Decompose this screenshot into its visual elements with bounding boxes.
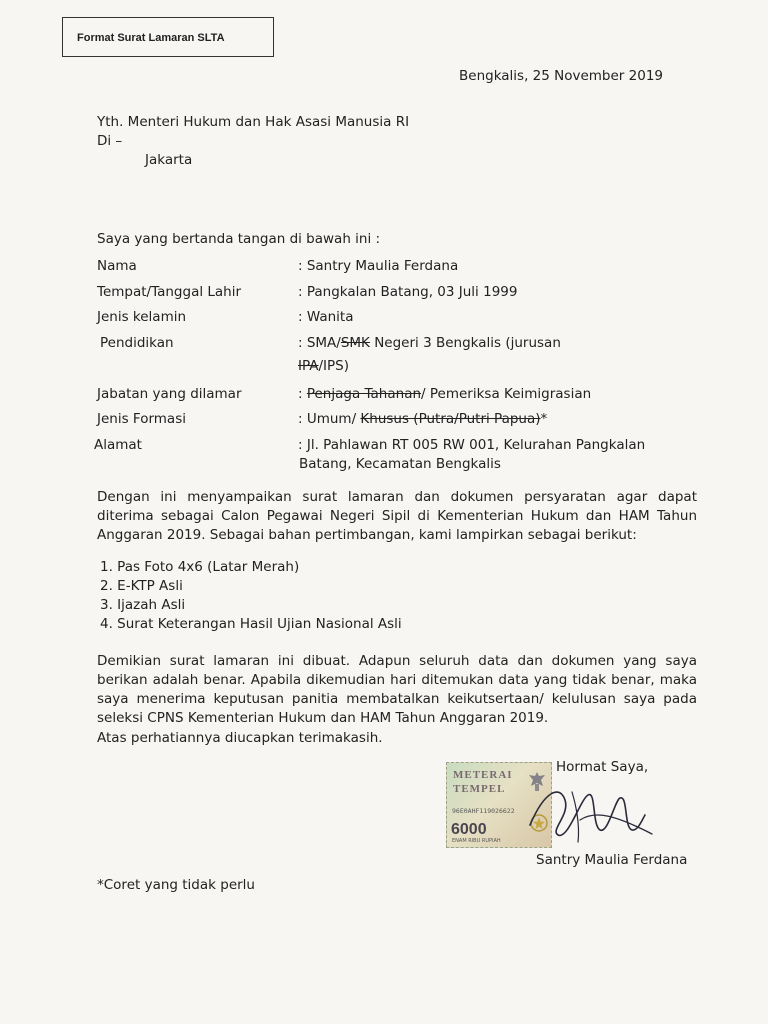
salutation: Hormat Saya, xyxy=(556,759,649,775)
intro-line: Saya yang bertanda tangan di bawah ini : xyxy=(97,231,381,247)
jabatan-rest: / Pemeriksa Keimigrasian xyxy=(421,386,592,402)
stamp-serial: 96E0AHF119026622 xyxy=(452,807,515,815)
jabatan-prefix: : xyxy=(298,386,307,402)
list-item: 1. Pas Foto 4x6 (Latar Merah) xyxy=(100,559,300,575)
stamp-value: 6000 xyxy=(451,821,487,838)
pendidikan-line2-rest: /IPS) xyxy=(318,358,350,374)
field-label-formasi: Jenis Formasi xyxy=(97,411,186,427)
formasi-prefix: : Umum/ xyxy=(298,411,361,427)
stamp-subtext: ENAM RIBU RUPIAH xyxy=(452,838,501,844)
field-value-alamat-line2: Batang, Kecamatan Bengkalis xyxy=(299,456,501,472)
field-value-jabatan xyxy=(298,386,591,403)
field-label-alamat: Alamat xyxy=(94,437,142,453)
pendidikan-prefix: : SMA/ xyxy=(298,335,341,351)
field-value-alamat-line1: : Jl. Pahlawan RT 005 RW 001, Kelurahan Pangkalan xyxy=(298,437,646,453)
field-value-pendidikan xyxy=(298,335,561,352)
body-paragraph-2: Demikian surat lamaran ini dibuat. Adapun seluruh data dan dokumen yang saya berikan adalah benar. Apabila dikemudian hari ditemukan data yang tidak benar, maka saya menerima keputusan panitia membatalkan keikutsertaan/ kelulusan saya pada seleksi CPNS Kementerian Hukum dan HAM Tahun Anggaran 2019. xyxy=(97,653,697,726)
handwritten-signature xyxy=(520,770,660,850)
recipient-line-1: Yth. Menteri Hukum dan Hak Asasi Manusia RI xyxy=(97,114,410,130)
stamp-line-1: METERAI xyxy=(453,769,513,781)
recipient-city: Jakarta xyxy=(145,152,193,168)
pendidikan-struck: SMK xyxy=(340,335,370,351)
list-item: 3. Ijazah Asli xyxy=(100,597,186,613)
field-value-nama: : Santry Maulia Ferdana xyxy=(298,258,459,274)
jabatan-struck: Penjaga Tahanan xyxy=(306,386,422,402)
field-label-ttl: Tempat/Tanggal Lahir xyxy=(97,284,242,300)
field-value-jk: : Wanita xyxy=(298,309,354,325)
pendidikan-line2-struck: IPA xyxy=(298,358,319,374)
format-label: Format Surat Lamaran SLTA xyxy=(77,32,225,44)
formasi-rest: * xyxy=(540,411,548,427)
field-value-formasi xyxy=(298,411,547,428)
signer-name: Santry Maulia Ferdana xyxy=(536,852,688,868)
formasi-struck: Khusus (Putra/Putri Papua) xyxy=(360,411,541,427)
closing-line: Atas perhatiannya diucapkan terimakasih. xyxy=(97,730,383,746)
field-value-pendidikan-line2 xyxy=(298,358,349,375)
list-item: 4. Surat Keterangan Hasil Ujian Nasional Asli xyxy=(100,616,402,632)
body-paragraph-1: Dengan ini menyampaikan surat lamaran dan dokumen persyaratan agar dapat diterima sebagai Calon Pegawai Negeri Sipil di Kementerian Hukum dan HAM Tahun Anggaran 2019. Sebagai bahan pertimbangan, kami lampirkan sebagai berikut: xyxy=(97,489,697,543)
field-label-jk: Jenis kelamin xyxy=(97,309,187,325)
list-item: 2. E-KTP Asli xyxy=(100,578,183,594)
recipient-line-2: Di – xyxy=(97,133,123,149)
format-label-box xyxy=(62,17,274,57)
attachment-list xyxy=(100,558,402,634)
footnote: *Coret yang tidak perlu xyxy=(97,877,255,893)
pendidikan-rest: Negeri 3 Bengkalis (jurusan xyxy=(369,335,561,351)
field-label-pendidikan: Pendidikan xyxy=(100,335,174,351)
field-value-ttl: : Pangkalan Batang, 03 Juli 1999 xyxy=(298,284,518,300)
field-label-nama: Nama xyxy=(97,258,137,274)
letter-date: Bengkalis, 25 November 2019 xyxy=(459,68,664,84)
field-label-jabatan: Jabatan yang dilamar xyxy=(97,386,242,402)
stamp-line-2: TEMPEL xyxy=(453,783,506,795)
